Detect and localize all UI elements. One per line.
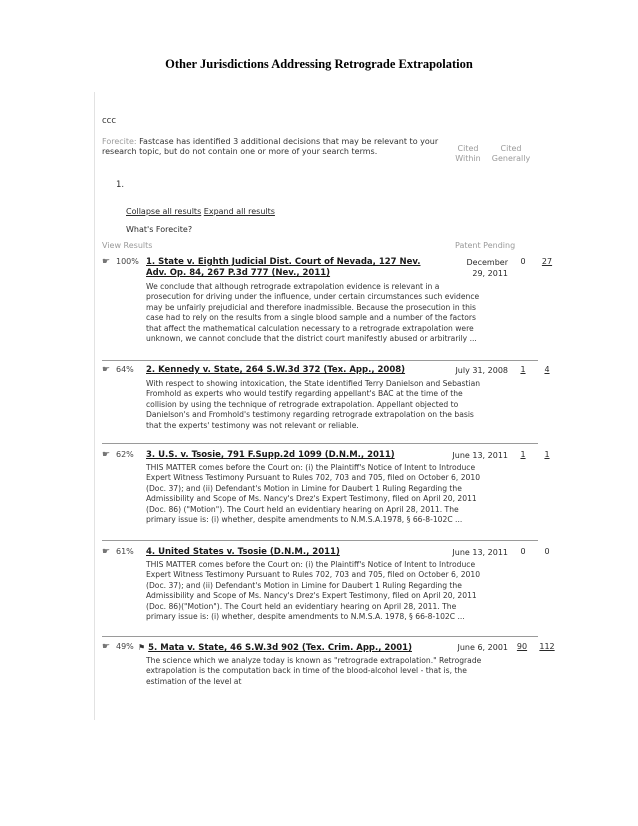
- case-date: December 29, 2011: [466, 258, 508, 278]
- case-title-link[interactable]: 4. United States v. Tsosie (D.N.M., 2011): [146, 547, 340, 557]
- relevance-percent: 62%: [116, 450, 134, 459]
- whats-forecite-link[interactable]: What's Forecite?: [126, 225, 193, 234]
- case-title-link[interactable]: 5. Mata v. State, 46 S.W.3d 902 (Tex. Crim. App., 2001): [148, 643, 412, 653]
- relevance-icon: ☛: [102, 547, 111, 557]
- collapse-all-link[interactable]: Collapse all results: [126, 207, 202, 216]
- relevance-percent: 61%: [116, 547, 134, 556]
- case-snippet: With respect to showing intoxication, the State identified Terry Danielson and Sebastian Fromhold as experts who would testify regarding appellant's BAC at the time of the collision by using the technique of retrograde extrapolation. Appellant objected to Danielson's and Fromhold's testimony regarding retrograde extrapolation on the basis that the experts' testimony was not relevant or reliable.: [146, 379, 481, 430]
- result-divider: [102, 636, 538, 637]
- cited-generally-header: Cited Generally: [491, 144, 531, 163]
- case-date: July 31, 2008: [455, 366, 508, 375]
- query-label: ccc: [102, 116, 117, 126]
- relevance-icon: ☛: [102, 642, 111, 652]
- cited-within-count: 0: [520, 547, 526, 556]
- expand-all-link[interactable]: Expand all results: [203, 207, 275, 216]
- view-results-label: View Results: [102, 241, 153, 250]
- cited-within-count: 0: [520, 257, 526, 266]
- cited-within-header: Cited Within: [455, 144, 481, 163]
- relevance-icon: ☛: [102, 257, 111, 267]
- cited-generally-count: 0: [544, 547, 550, 556]
- cited-generally-count[interactable]: 1: [544, 450, 550, 459]
- case-snippet: THIS MATTER comes before the Court on: (i) the Plaintiff's Notice of Intent to Introduce Expert Witness Testimony Pursuant to Rules 702, 703 and 705, filed on October 6, 2010 (Doc. 37); and (ii) Defendant's Motion in Limine for Daubert 1 Ruling Regarding the Admissibility and Scope of Ms. Nancy's Drez's Expert Testimony, filed on April 20, 2011 (Doc. 86)("Motion"). The Court held an evidentiary hearing on April 28, 2011. The primary issue is: (i) whether, despite amendments to N.M.S.A. 1978, § 66-8-102C ...: [146, 560, 481, 622]
- relevance-percent: 64%: [116, 365, 134, 374]
- case-date: June 13, 2011: [452, 451, 508, 460]
- cited-generally-count[interactable]: 27: [541, 257, 553, 266]
- result-divider: [102, 360, 538, 361]
- cited-within-count[interactable]: 1: [520, 365, 526, 374]
- cited-generally-count[interactable]: 4: [544, 365, 550, 374]
- case-title-link[interactable]: 3. U.S. v. Tsosie, 791 F.Supp.2d 1099 (D.N.M., 2011): [146, 450, 395, 460]
- forecite-notice: [102, 137, 442, 157]
- relevance-percent: 100%: [116, 257, 139, 266]
- forecite-label: Forecite:: [102, 137, 137, 146]
- result-toggle-links: [126, 207, 275, 216]
- case-date: June 13, 2011: [452, 548, 508, 557]
- cited-generally-count[interactable]: 112: [539, 642, 555, 651]
- result-group-number: 1.: [116, 180, 125, 190]
- case-snippet: We conclude that although retrograde extrapolation evidence is relevant in a prosecution for driving under the influence, under certain circumstances such evidence may be unfairly prejudicial and therefore inadmissible. Because the prosecution in this case had to rely on the results from a single blood sample and a number of the factors that affect the mathematical calculation necessary to a retrograde extrapolation were unknown, we cannot conclude that the district court manifestly abused or arbitrarily ...: [146, 282, 480, 344]
- case-title-link[interactable]: 1. State v. Eighth Judicial Dist. Court of Nevada, 127 Nev. Adv. Op. 84, 267 P.3d 777 (Nev., 2011): [146, 257, 421, 278]
- page-title: Other Jurisdictions Addressing Retrograde Extrapolation: [165, 57, 473, 71]
- relevance-icon: ☛: [102, 450, 111, 460]
- result-divider: [102, 540, 538, 541]
- case-date: June 6, 2001: [457, 643, 508, 652]
- forecite-text: Fastcase has identified 3 additional decisions that may be relevant to your research topic, but do not contain one or more of your search terms.: [102, 137, 439, 156]
- result-divider: [102, 443, 538, 444]
- flag-arrow-icon: ⚑: [138, 643, 146, 652]
- case-snippet: The science which we analyze today is known as "retrograde extrapolation." Retrograde extrapolation is the computation back in time of the blood-alcohol level - that is, the estimation of the level at: [146, 656, 482, 686]
- case-snippet: THIS MATTER comes before the Court on: (i) the Plaintiff's Notice of Intent to Introduce Expert Witness Testimony Pursuant to Rules 702, 703 and 705, filed on October 6, 2010 (Doc. 37); and (ii) Defendant's Motion in Limine for Daubert 1 Ruling Regarding the Admissibility and Scope of Ms. Nancy's Drez's Expert Testimony, filed on April 20, 2011 (Doc. 86) ("Motion"). The Court held an evidentiary hearing on April 28, 2011. The primary issue is: (i) whether, despite amendments to N.M.S.A.1978, § 66-8-102C ...: [146, 463, 481, 525]
- relevance-icon: ☛: [102, 365, 111, 375]
- relevance-percent: 49%: [116, 642, 134, 651]
- patent-pending-label: Patent Pending: [455, 241, 516, 250]
- cited-within-count[interactable]: 90: [516, 642, 528, 651]
- cited-within-count[interactable]: 1: [520, 450, 526, 459]
- case-title-link[interactable]: 2. Kennedy v. State, 264 S.W.3d 372 (Tex. App., 2008): [146, 365, 406, 375]
